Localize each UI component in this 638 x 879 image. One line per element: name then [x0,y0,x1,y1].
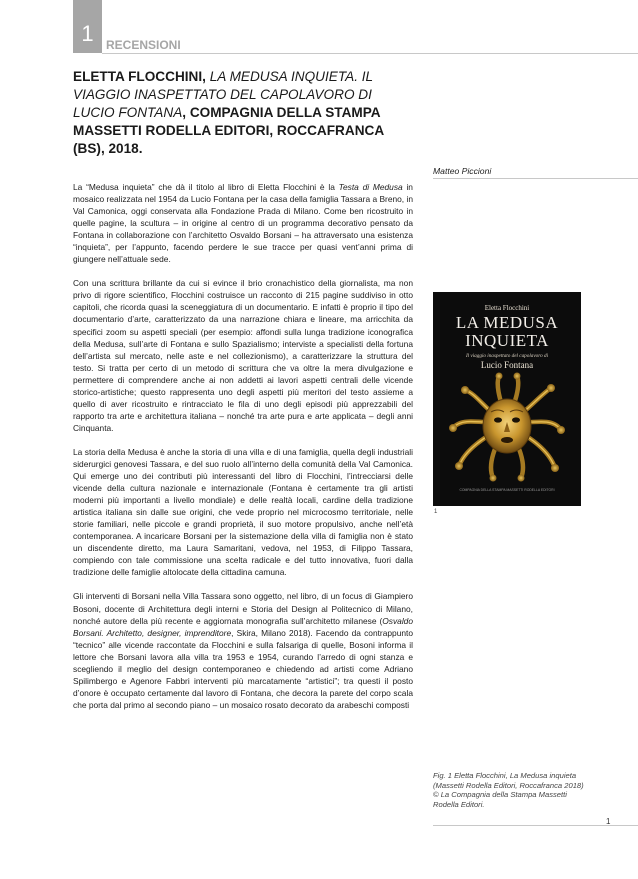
title-publisher: , COMPAGNIA DELLA STAMPA MASSETTI RODELLA EDITORI, ROCCAFRANCA (BS), 2018. [73,105,384,156]
section-number: 1 [81,21,94,46]
cover-publisher: COMPAGNIA DELLA STAMPA MASSETTI RODELLA EDITORI [459,488,555,492]
monograph-title: Osvaldo Borsani. Architetto, designer, imprenditore [73,615,413,638]
cover-title-line-2: INQUIETA [465,331,549,350]
cover-author: Eletta Flocchini [484,304,530,312]
paragraph-3: La storia della Medusa è anche la storia di una villa e di una famiglia, quella degli industriali siderurgici genovesi Tassara, e del suo ruolo all’interno della comunità della Val Camonica. Qui emerge uno dei contributi più interessanti del libro di Flocchini, l’intrecciarsi delle vicende della cultura nazionale e internazionale (Fontana è certamente tra gli artisti moderni più importanti a livello mondiale) e delle realtà locali, cardine della tradizione artistica italiana sin dalle sue origini, che vede proprio nel microcosmo territoriale, nelle storie familiari, nelle piccole e grandi proprietà, il suo motore propulsivo, anche nell’età contemporanea. A incaricare Borsani per la sistemazione della villa di famiglia non è stato un discendente diretto, ma Laura Samaritani, vedova, nel 1953, di Filippo Tassara, compiendo con tale commissione una scelta radicale e del tutto innovativa, fuori dalla tradizione delle famiglie altolocate della cittadina camuna. [73,446,413,578]
paragraph-4-text-a: Gli interventi di Borsani nella Villa Tassara sono oggetto, nel libro, di un focus di Giampiero Bosoni, docente di Architettura degli interni e Storia del Design al Politecnico di Milano, nonché autore della più recente e aggiornata monografia sull’architetto milanese ( [73,591,413,626]
title-book: LA MEDUSA INQUIETA. IL VIAGGIO INASPETTATO DEL CAPOLAVORO DI LUCIO FONTANA [73,69,373,120]
section-label: RECENSIONI [106,38,181,52]
cover-subtitle: Il viaggio inaspettato del capolavoro di [465,353,549,359]
title-author: ELETTA FLOCCHINI, [73,69,210,84]
review-title [73,68,403,158]
section-number-box [73,0,102,53]
paragraph-4-text-b: , Skira, Milano 2018). Facendo da contrappunto “tecnico” alle vicende raccontate da Flocchini e sulla falsariga di quelle, Bosoni informa il lettore che Borsani lavora alla villa tra 1953 e 1954, curando l’arredo di ogni stanza e scegliendo il meglio del design contemporaneo e chiedendo ad artisti come Adriano Spilimbergo e Agenore Fabbri interventi più marcatamente “artistici”; tra questi il posto d’onore è occupato certamente dal lavoro di Fontana, che decora la parete del corpo scala che porta dal primo al secondo piano – un mosaico rosato decorato da arabeschi composti [73,627,413,710]
paragraph-1 [73,181,413,265]
paragraph-1-text-b: in mosaico realizzata nel 1954 da Lucio Fontana per la casa della famiglia Tassara a Breno, in Val Camonica, oggi conservata alla Fondazione Prada di Milano. Come ben ricostruito in quelle pagine, la scultura – in origine al centro di un programma decorativo pensato da Fontana in collaborazione con l’architetto Osvaldo Borsani – ha attraversato una esistenza “inquieta”, per l’appunto, facendo perdere le sue tracce per quasi vent’anni prima di giungere nell’attuale sede. [73,182,413,265]
cover-title [433,314,581,350]
page-number: 1 [606,817,611,826]
medusa-artwork [447,372,567,482]
review-author: Matteo Piccioni [433,166,492,176]
book-cover-image [433,292,581,506]
paragraph-1-text-a: La “Medusa inquieta” che dà il titolo al libro di Eletta Flocchini è la [73,182,339,192]
paragraph-2: Con una scrittura brillante da cui si evince il brio cronachistico della giornalista, ma non privo di rigore scientifico, Flocchini costruisce un racconto di 215 pagine suddiviso in otto capitoli, che ricorda quasi la sceneggiatura di un documentario. E infatti è proprio il tipo del documentario d’arte, caratterizzato da una narrazione chiara e lineare, ma arricchita da specifici zoom su aspetti speciali (per esempio: affondi sulla lunga tradizione iconografica della Medusa, sull’arte di Fontana e sullo Spazialismo; interviste a specialisti della fortuna dell’artista sul mercato, nelle aste e nel collezionismo), a caratterizzare la struttura del testo. Si tratta per certo di un metodo di scrittura che va oltre la mera divulgazione e permettere di comprendere anche ai non addetti ai lavori aspetti centrali delle vicende storico-artistiche; questo rappresenta uno degli aspetti più meritori del testo assieme a quello di aver ricostruito e rintracciato le fila di uno degli episodi più apprezzabili del rapporto tra arte e architettura italiana – nonché tra arte pura e arte applicata – degli anni Cinquanta. [73,278,413,433]
cover-artist: Lucio Fontana [480,360,534,370]
figure-caption: Fig. 1 Eletta Flocchini, La Medusa inquieta (Massetti Rodella Editori, Roccafranca 2018) © La Compagnia della Stampa Massetti Rodella Editori. [433,771,584,809]
paragraph-4 [73,590,413,710]
artwork-title: Testa di Medusa [338,182,403,192]
header-rule [102,53,638,54]
author-rule [433,178,638,179]
article-body [73,181,413,723]
cover-title-line-1: LA MEDUSA [455,313,559,332]
figure-number: 1 [434,509,438,515]
